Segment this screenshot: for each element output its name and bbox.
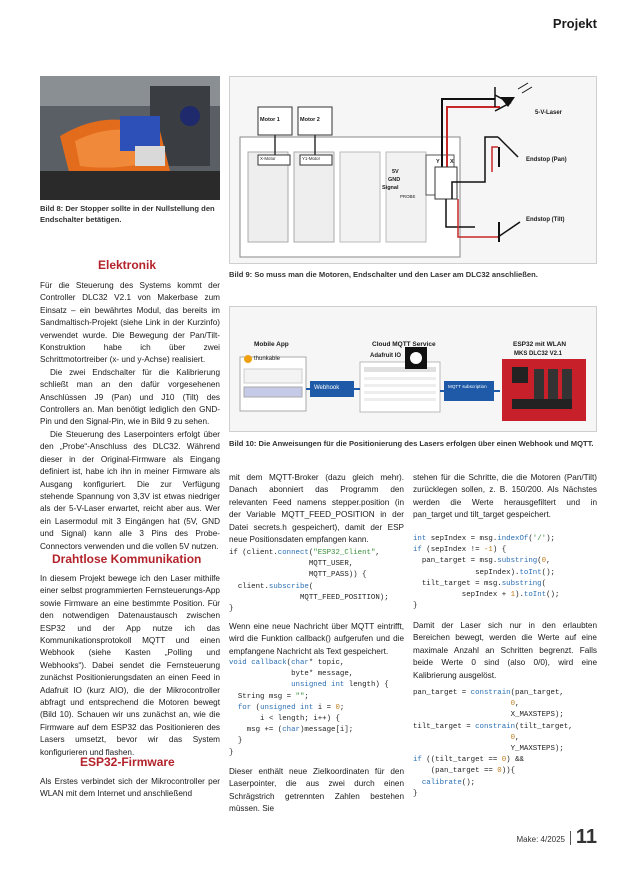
paragraph: Wenn eine neue Nachricht über MQTT eintrifft, wird die Funktion callback() aufgerufen und die empfangene Nachricht als Text gespeichert. (229, 622, 404, 656)
heading-drahtlos: Drahtlose Kommunikation (52, 552, 202, 566)
left-column-bottom (40, 776, 220, 801)
heading-firmware: ESP32-Firmware (80, 755, 175, 769)
footer-divider (570, 831, 571, 845)
caption-fig8: Bild 8: Der Stopper sollte in der Nullstellung den Endschalter betätigen. (40, 204, 215, 224)
paragraph: In diesem Projekt bewege ich den Laser mithilfe einer selbst programmierten Fernsteuerungs-App sowie Firmware an eine bestimmte Position. Für den notwendigen Datenaustausch zwischen ESP32 und der App nutze ich das Kommunikationsprotokoll MQTT und einen Webhook (siehe Kasten „Polling und Webhooks“). Dabei sendet die Fernsteuerung zunächst Positionierungsdaten an einen Feed in Adafruit IO (kurz AIO), die der Mikrocontroller abfragt und entsprechend die Motoren bewegt (Bild 10). Schauen wir uns zunächst an, wie die Firmware auf dem ESP32 das Positionieren des Lasers umsetzt, bevor wir das System konfigurieren und flashen. (40, 574, 220, 757)
label-mqtt: MQTT subscription (448, 384, 487, 389)
caption-fig9: Bild 9: So muss man die Motoren, Endschalter und den Laser am DLC32 anschließen. (229, 270, 538, 279)
paragraph: stehen für die Schritte, die die Motoren (Pan/Tilt) zurücklegen sollen, z. B. 150/200. Als Nächstes werden die Werte herausgefiltert und in pan_target und tilt_target gespeichert. (413, 473, 597, 520)
label-y: Y (436, 159, 440, 165)
label-laser: 5-V-Laser (535, 110, 563, 116)
code-block-callback: void callback(char* topic, byte* message, unsigned int length) { String msg = ""; for (unsigned int i = 0; i < length; i++) { msg += (char)message[i]; } } (229, 659, 389, 757)
code-block-constrain: pan_target = constrain(pan_target, 0, X_MAXSTEPS); tilt_target = constrain(tilt_target, 0, Y_MAXSTEPS); if ((tilt_target == 0) && (pan_target == 0)){ calibrate(); } (413, 689, 573, 798)
paragraph: Die Steuerung des Laserpointers erfolgt über den „Probe“-Anschluss des DLC32. Während dieser in der Original-Firmware als Eingang definiert ist, habe ich ihn in meiner Firmware als Ausgang konfiguriert. Die zur Verfügung stehende Spannung von 3,3V ist etwas niedriger als der 5-V-Laser erwartet, reicht aber aus. Wer ein Lasermodul mit 3 Eingängen hat (5V, GND und Signal) kann alle 3 Pins des Probe-Connectors verwenden und die vollen 5V nutzen. (40, 429, 220, 551)
label-y1-motor: Y1-Motor (302, 156, 321, 161)
label-webhook: Webhook (314, 385, 340, 391)
label-probe: PROBE (400, 194, 416, 199)
flow-diagram (229, 306, 597, 432)
label-motor1: Motor 1 (260, 117, 280, 123)
footer-issue: Make: 4/2025 (516, 835, 565, 844)
right-column-mid (413, 620, 597, 682)
label-motor2: Motor 2 (300, 117, 320, 123)
section-label: Projekt (552, 16, 597, 31)
label-5v: 5V (392, 169, 399, 175)
paragraph: Die zwei Endschalter für die Kalibrierung schließt man an den dafür vorgesehenen Anschlüssen J9 (Pan) und J10 (Tilt) des Controllers an. Man benötigt lediglich den GND-Pin und den Signal-Pin, wie in Bild 9 zu sehen. (40, 367, 220, 427)
middle-column-top (229, 472, 404, 546)
paragraph: Damit der Laser sich nur in den erlaubten Bereichen bewegt, werden die Werte auf eine maximale Anzahl an Schritten begrenzt. Falls beide Werte 0 sind (also 0/0), wird eine Kalibrierung ausgelöst. (413, 621, 597, 680)
middle-column-mid (229, 621, 404, 658)
paragraph: Für die Steuerung des Systems kommt der Controller DLC32 V2.1 von Makerbase zum Einsatz – ein bewährtes Modul, das bereits im Sandmaltisch-Projekt (siehe Link in der Kurzinfo) verwendet wurde. Die Bewegung der Pan/Tilt-Konstruktion habe ich über zwei Schrittmotortreiber (x- und y-Achse) realisiert. (40, 281, 220, 365)
left-column-mid (40, 573, 220, 759)
paragraph: Dieser enthält neue Zielkoordinaten für den Laserpointer, die aus zwei durch einen Schrägstrich getrennten Zahlen bestehen müssen. Sie (229, 767, 404, 814)
label-gnd: GND (388, 177, 401, 183)
label-thunkable: thunkable (254, 356, 281, 362)
label-cloud: Cloud MQTT Service (372, 341, 436, 348)
paragraph: Als Erstes verbindet sich der Mikrocontroller per WLAN mit dem Internet und anschließend (40, 777, 220, 799)
code-block-substring: int sepIndex = msg.indexOf('/'); if (sepIndex != -1) { pan_target = msg.substring(0, sepIndex).toInt(); tilt_target = msg.substring( sepIndex + 1).toInt(); } (413, 535, 560, 611)
photo-stopper (40, 76, 220, 200)
label-endstop-tilt: Endstop (Tilt) (526, 217, 565, 223)
paragraph: mit dem MQTT-Broker (dazu gleich mehr). Danach abonniert das Programm den relevanten Feed namens stepper.position (in der Variable MQTT_FEED_POSITION in der Datei secrets.h gespeichert), damit der ESP neue Positionsdaten empfangen kann. (229, 473, 404, 545)
label-endstop-pan: Endstop (Pan) (526, 157, 567, 163)
label-x: X (450, 159, 454, 165)
label-x-motor: X-Motor (260, 156, 276, 161)
right-column-top (413, 472, 597, 522)
middle-column-bottom (229, 766, 404, 816)
label-mks: MKS DLC32 V2.1 (514, 351, 563, 357)
heading-elektronik: Elektronik (98, 258, 157, 272)
page-number: 11 (575, 826, 597, 848)
wiring-diagram (229, 76, 597, 264)
code-block-connect: if (client.connect("ESP32_Client", MQTT_USER, MQTT_PASS)) { client.subscribe( MQTT_FEED_POSITION); } (229, 549, 389, 614)
caption-fig10: Bild 10: Die Anweisungen für die Positionierung des Lasers erfolgen über einen Webhook und MQTT. (229, 439, 594, 448)
label-signal: Signal (382, 185, 399, 191)
label-mobile-app: Mobile App (254, 341, 289, 348)
label-esp: ESP32 mit WLAN (513, 341, 567, 348)
label-adafruit: Adafruit IO (370, 353, 401, 359)
left-column-top (40, 280, 220, 553)
